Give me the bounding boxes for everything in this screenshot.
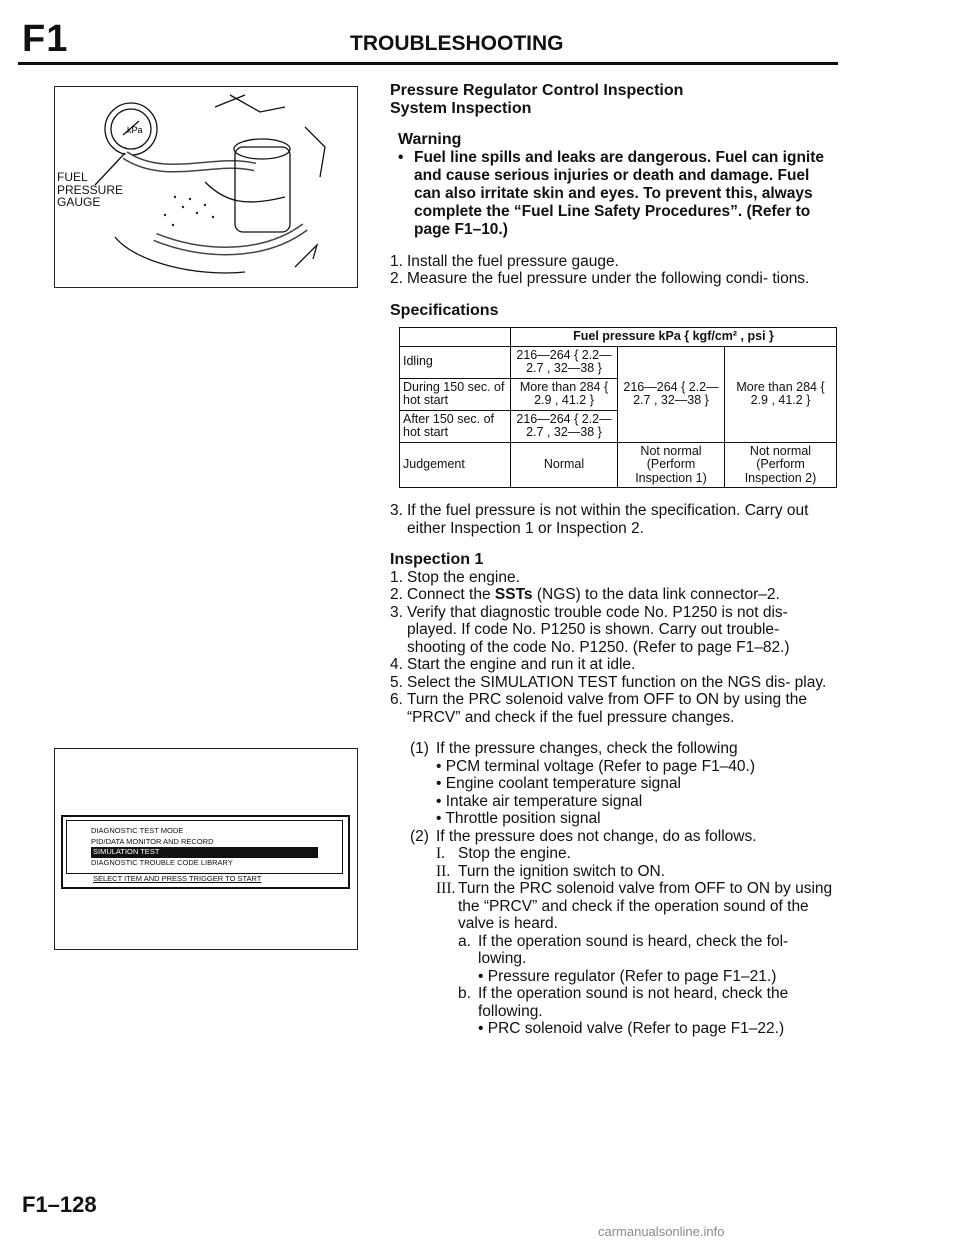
section-title: Pressure Regulator Control Inspection (390, 82, 684, 99)
list-item (410, 863, 840, 881)
list-item (390, 253, 840, 271)
row-label: Judgement (400, 442, 511, 488)
list-item (410, 933, 840, 968)
step-number: 5. (390, 673, 403, 691)
list-item (390, 270, 840, 288)
step-text: Turn the PRC solenoid valve from OFF to ON by using the “PRCV” and check if the operation sound of the valve is heard. (458, 880, 833, 932)
table-cell: Not normal (Perform Inspection 1) (618, 442, 725, 488)
warning-label: Warning (398, 131, 462, 148)
step-text (407, 586, 840, 604)
table-cell: More than 284 { 2.9 , 41.2 } (511, 378, 618, 410)
case-1 (410, 740, 840, 758)
list-item (410, 845, 840, 863)
alpha-number: a. (458, 932, 471, 950)
ngs-menu-list (66, 820, 343, 874)
step-number: 4. (390, 656, 403, 673)
table-cell: Normal (511, 442, 618, 488)
list-item (390, 586, 840, 604)
step-number: 2. (390, 586, 403, 603)
specifications-heading: Specifications (390, 301, 499, 319)
ngs-footer-prompt: SELECT ITEM AND PRESS TRIGGER TO START (93, 874, 262, 883)
menu-item: PID/DATA MONITOR AND RECORD (91, 836, 214, 846)
list-item (390, 656, 840, 674)
text-span: Connect the (407, 586, 495, 603)
inspection-1-results (390, 740, 840, 1038)
table-cell: 216—264 { 2.2—2.7 , 32—38 } (511, 410, 618, 442)
row-label: During 150 sec. of hot start (400, 378, 511, 410)
step-number: 2. (390, 270, 403, 287)
label-line: GAUGE (57, 195, 101, 209)
table-cell (400, 328, 511, 347)
step-text: Measure the fuel pressure under the following condi- tions. (407, 270, 810, 287)
table-cell: More than 284 { 2.9 , 41.2 } (725, 346, 837, 442)
section-subtitle: System Inspection (390, 99, 532, 117)
roman-number: III. (436, 880, 456, 897)
list-item: • Pressure regulator (Refer to page F1–21.) (478, 967, 777, 985)
row-label: After 150 sec. of hot start (400, 410, 511, 442)
row-label: Idling (400, 346, 511, 378)
content-column (390, 82, 840, 1038)
menu-item-selected: SIMULATION TEST (91, 847, 318, 858)
list-item: • Engine coolant temperature signal (436, 775, 681, 792)
list-item (410, 880, 840, 933)
menu-item: DIAGNOSTIC TEST MODE (91, 826, 184, 835)
roman-number: II. (436, 862, 451, 880)
list-item (410, 985, 840, 1020)
header-rule (18, 62, 838, 65)
sst-term: SSTs (494, 586, 533, 603)
fuel-pressure-gauge-label (57, 171, 123, 209)
list-item (390, 674, 840, 692)
fuel-pressure-gauge-figure (54, 86, 358, 288)
step-number: 3. (390, 502, 403, 519)
table-cell: Not normal (Perform Inspection 2) (725, 442, 837, 488)
ngs-menu-figure (54, 748, 358, 950)
inspection-1-steps (390, 569, 840, 727)
step-3 (390, 502, 840, 537)
step-text: Select the SIMULATION TEST function on the NGS dis- play. (407, 673, 827, 691)
step-number: 1. (390, 252, 403, 270)
bullet-icon: • (398, 148, 404, 166)
step-number: 1. (390, 568, 403, 586)
section-code: F1 (22, 18, 69, 60)
step-text: Install the fuel pressure gauge. (407, 252, 619, 270)
step-text: Stop the engine. (407, 568, 520, 586)
list-item: • Throttle position signal (436, 810, 601, 827)
step-number: 3. (390, 603, 403, 621)
alpha-number: b. (458, 985, 471, 1002)
step-number: 6. (390, 691, 403, 708)
list-item: • Intake air temperature signal (436, 792, 643, 810)
label-line: FUEL (57, 170, 88, 184)
page-heading: TROUBLESHOOTING (350, 32, 564, 55)
table-header: Fuel pressure kPa { kgf/cm² , psi } (511, 328, 837, 347)
svg-text:kPa: kPa (127, 125, 143, 135)
step-text: Verify that diagnostic trouble code No. P1250 is not dis- played. If code No. P1250 is shown. Carry out trouble- shooting of the code No. P1250. (Refer to page F1–82.) (407, 603, 790, 656)
step-text: Start the engine and run it at idle. (407, 656, 636, 673)
steps-list (390, 253, 840, 288)
table-cell: 216—264 { 2.2—2.7 , 32—38 } (511, 346, 618, 378)
list-item (390, 569, 840, 587)
case-2 (410, 828, 840, 846)
text-span: (NGS) to the data link connector–2. (532, 586, 780, 603)
step-text: If the operation sound is heard, check the fol- lowing. (478, 932, 789, 967)
warning-item (398, 149, 840, 239)
case-text: If the pressure changes, check the following (436, 740, 738, 757)
list-item (390, 604, 840, 657)
list-item: • PCM terminal voltage (Refer to page F1–40.) (436, 757, 756, 775)
step-text: If the fuel pressure is not within the specification. Carry out either Inspection 1 or Inspection 2. (407, 502, 809, 537)
step-text: Turn the PRC solenoid valve from OFF to ON by using the “PRCV” and check if the fuel pressure changes. (407, 691, 808, 726)
list-item (390, 691, 840, 726)
watermark: carmanualsonline.info (598, 1224, 725, 1239)
step-text: Stop the engine. (458, 845, 571, 862)
page-number: F1–128 (22, 1192, 97, 1217)
inspection-1-heading: Inspection 1 (390, 551, 484, 568)
label-line: PRESSURE (57, 182, 124, 197)
menu-item: DIAGNOSTIC TROUBLE CODE LIBRARY (91, 857, 233, 867)
list-item (390, 502, 840, 537)
ngs-screen (61, 815, 350, 889)
case-text: If the pressure does not change, do as follows. (436, 827, 757, 845)
step-text: If the operation sound is not heard, check the following. (478, 985, 789, 1020)
specifications-table (399, 327, 837, 488)
step-text: Turn the ignition switch to ON. (458, 862, 666, 880)
case-number: (1) (410, 740, 429, 757)
roman-number: I. (436, 845, 446, 862)
case-number: (2) (410, 827, 429, 845)
table-cell: 216—264 { 2.2—2.7 , 32—38 } (618, 346, 725, 442)
warning-text: Fuel line spills and leaks are dangerous. Fuel can ignite and cause serious injuries or death and damage. Fuel can also irritate skin and eyes. To prevent this, always complete the “Fuel Line Safety Procedures”. (Refer to page F1–10.) (414, 148, 825, 238)
list-item: • PRC solenoid valve (Refer to page F1–22.) (478, 1020, 785, 1037)
